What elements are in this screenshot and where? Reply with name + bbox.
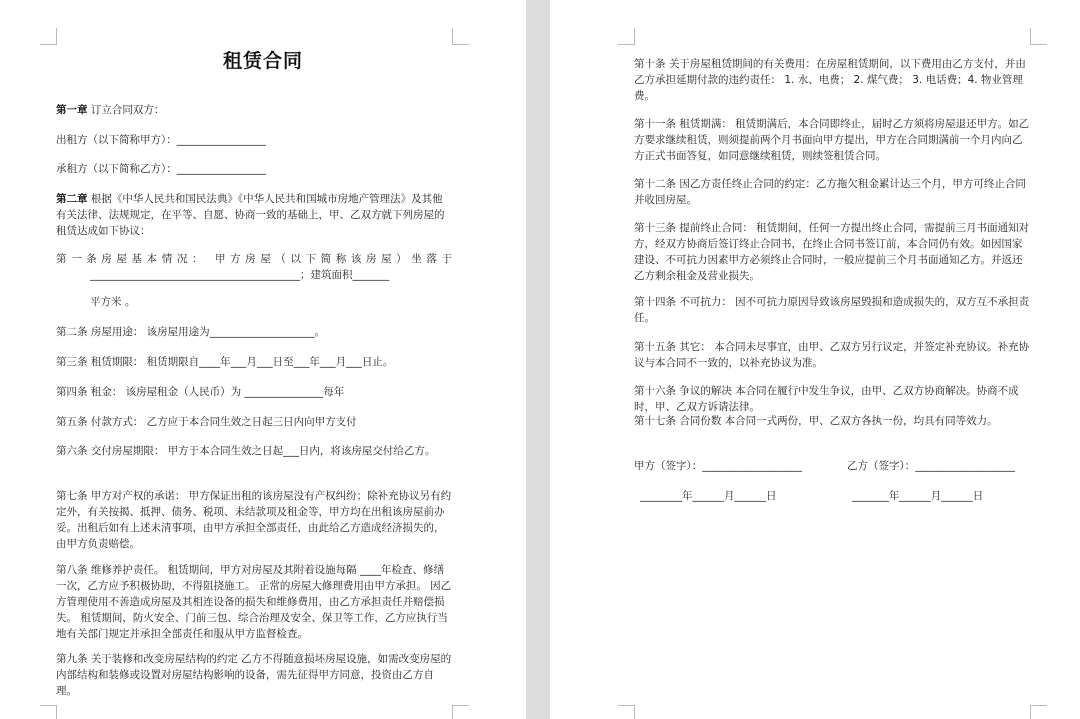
corner-mark	[452, 705, 469, 719]
article-5: 第五条 付款方式： 乙方应于本合同生效之日起三日内向甲方支付	[56, 416, 357, 428]
corner-mark	[1030, 705, 1047, 719]
article-16: 第十六条 争议的解决 本合同在履行中发生争议，由甲、乙双方协商解决。协商不成时，甲、乙双方诉请法律。	[634, 385, 1019, 413]
article-7: 第七条 甲方对产权的承诺： 甲方保证出租的该房屋没有产权纠纷；除补充协议另有约定外，有关按揭、抵押、债务、税项、未结款项及租金等，甲方均在出租该房屋前办妥。出租后如有上述未清事项，由甲方承担全部责任，由此给乙方造成经济损失的，由甲方负责赔偿。	[56, 490, 452, 550]
document-page-1	[0, 0, 526, 719]
article-3: 第三条 租赁期限： 租赁期限自____年___月___日至___年___月___日止。	[56, 356, 394, 368]
article-10: 第十条 关于房屋租赁期间的有关费用：在房屋租赁期间，以下费用由乙方支付，并由乙方承担延期付款的违约责任： 1. 水、电费； 2. 煤气费； 3. 电话费；4. 物业管理费。	[634, 58, 1026, 102]
chapter-2	[56, 191, 452, 239]
article-1-line-1: 第一条房屋基本情况： 甲方房屋（以下简称该房屋）坐落于	[56, 253, 452, 265]
article-15: 第十五条 其它： 本合同未尽事宜，由甲、乙双方另行议定，并签定补充协议。补充协议与本合同不一致的，以补充协议为准。	[634, 341, 1030, 369]
article-2: 第二条 房屋用途： 该房屋用途为____________________。	[56, 326, 326, 338]
chapter-text: 订立合同双方：	[90, 104, 165, 116]
date-party-b: _______年______月______日	[852, 490, 984, 502]
article-12: 第十二条 因乙方责任终止合同的约定：乙方拖欠租金累计达三个月，甲方可终止合同并收回房屋。	[634, 178, 1026, 206]
article-6: 第六条 交付房屋期限： 甲方于本合同生效之日起___日内，将该房屋交付给乙方。	[56, 445, 436, 457]
corner-mark	[40, 705, 57, 719]
article-4: 第四条 租金： 该房屋租金（人民币）为 _______________每年	[56, 386, 345, 398]
document-page-2	[550, 0, 1080, 719]
article-11: 第十一条 租赁期满： 租赁期满后，本合同即终止，届时乙方须将房屋退还甲方。如乙方要求继续租赁，则须提前两个月书面向甲方提出，甲方在合同期满前一个月内向乙方正式书面答复，如同意继续租赁，则续签租赁合同。	[634, 118, 1030, 162]
article-8: 第八条 维修养护责任。 租赁期间，甲方对房屋及其附着设施每隔 ____年检查、修缮一次，乙方应予积极协助，不得阻挠施工。 正常的房屋大修理费用由甲方承担。 因乙方管理使用不善造成房屋及其相连设备的损失和维修费用，由乙方承担责任并赔偿损失。 租赁期间，防火安全、门前三包、综合治理及安全、保卫等工作，乙方应执行当地有关部门规定并承担全部责任和服从甲方监督检查。	[56, 564, 452, 640]
document-title: 租赁合同	[222, 50, 303, 72]
lessor-line: 出租方（以下简称甲方）：_________________	[56, 134, 266, 146]
corner-mark	[618, 28, 635, 45]
article-1-line-3: 平方米 。	[90, 296, 136, 308]
chapter-text: 根据《中华人民共和国民法典》《中华人民共和国城市房地产管理法》及其他有关法律、法规规定，在平等、自愿、协商一致的基础上，甲、乙双方就下列房屋的租赁达成如下协议：	[56, 193, 445, 237]
signature-party-a: 甲方（签字）：___________________	[634, 460, 802, 472]
corner-mark	[618, 705, 635, 719]
article-9: 第九条 关于装修和改变房屋结构的约定 乙方不得随意损坏房屋设施，如需改变房屋的内部结构和装修或设置对房屋结构影响的设备，需先征得甲方同意，投资由乙方自理。	[56, 653, 452, 697]
article-1-line-2: ________________________________________；建筑面积_______	[90, 269, 390, 281]
corner-mark	[40, 28, 57, 45]
article-17: 第十七条 合同份数 本合同一式两份，甲、乙双方各执一份，均具有同等效力。	[634, 415, 998, 427]
article-14: 第十四条 不可抗力： 因不可抗力原因导致该房屋毁损和造成损失的，双方互不承担责任。	[634, 296, 1030, 324]
corner-mark	[452, 28, 469, 45]
signature-party-b: 乙方（签字）：___________________	[847, 460, 1015, 472]
page-gutter	[526, 0, 550, 719]
corner-mark	[1030, 28, 1047, 45]
chapter-1	[56, 102, 452, 118]
date-party-a: ________年______月______日	[640, 490, 777, 502]
chapter-heading: 第一章	[56, 104, 88, 116]
article-13: 第十三条 提前终止合同： 租赁期间，任何一方提出终止合同，需提前三月书面通知对方，经双方协商后签订终止合同书，在终止合同书签订前，本合同仍有效。如因国家建设、不可抗力因素甲方必须终止合同时，一般应提前三个月书面通知乙方。并返还乙方剩余租金及营业损失。	[634, 222, 1030, 282]
lessee-line: 承租方（以下简称乙方）：_________________	[56, 163, 266, 175]
chapter-heading: 第二章	[56, 193, 88, 205]
